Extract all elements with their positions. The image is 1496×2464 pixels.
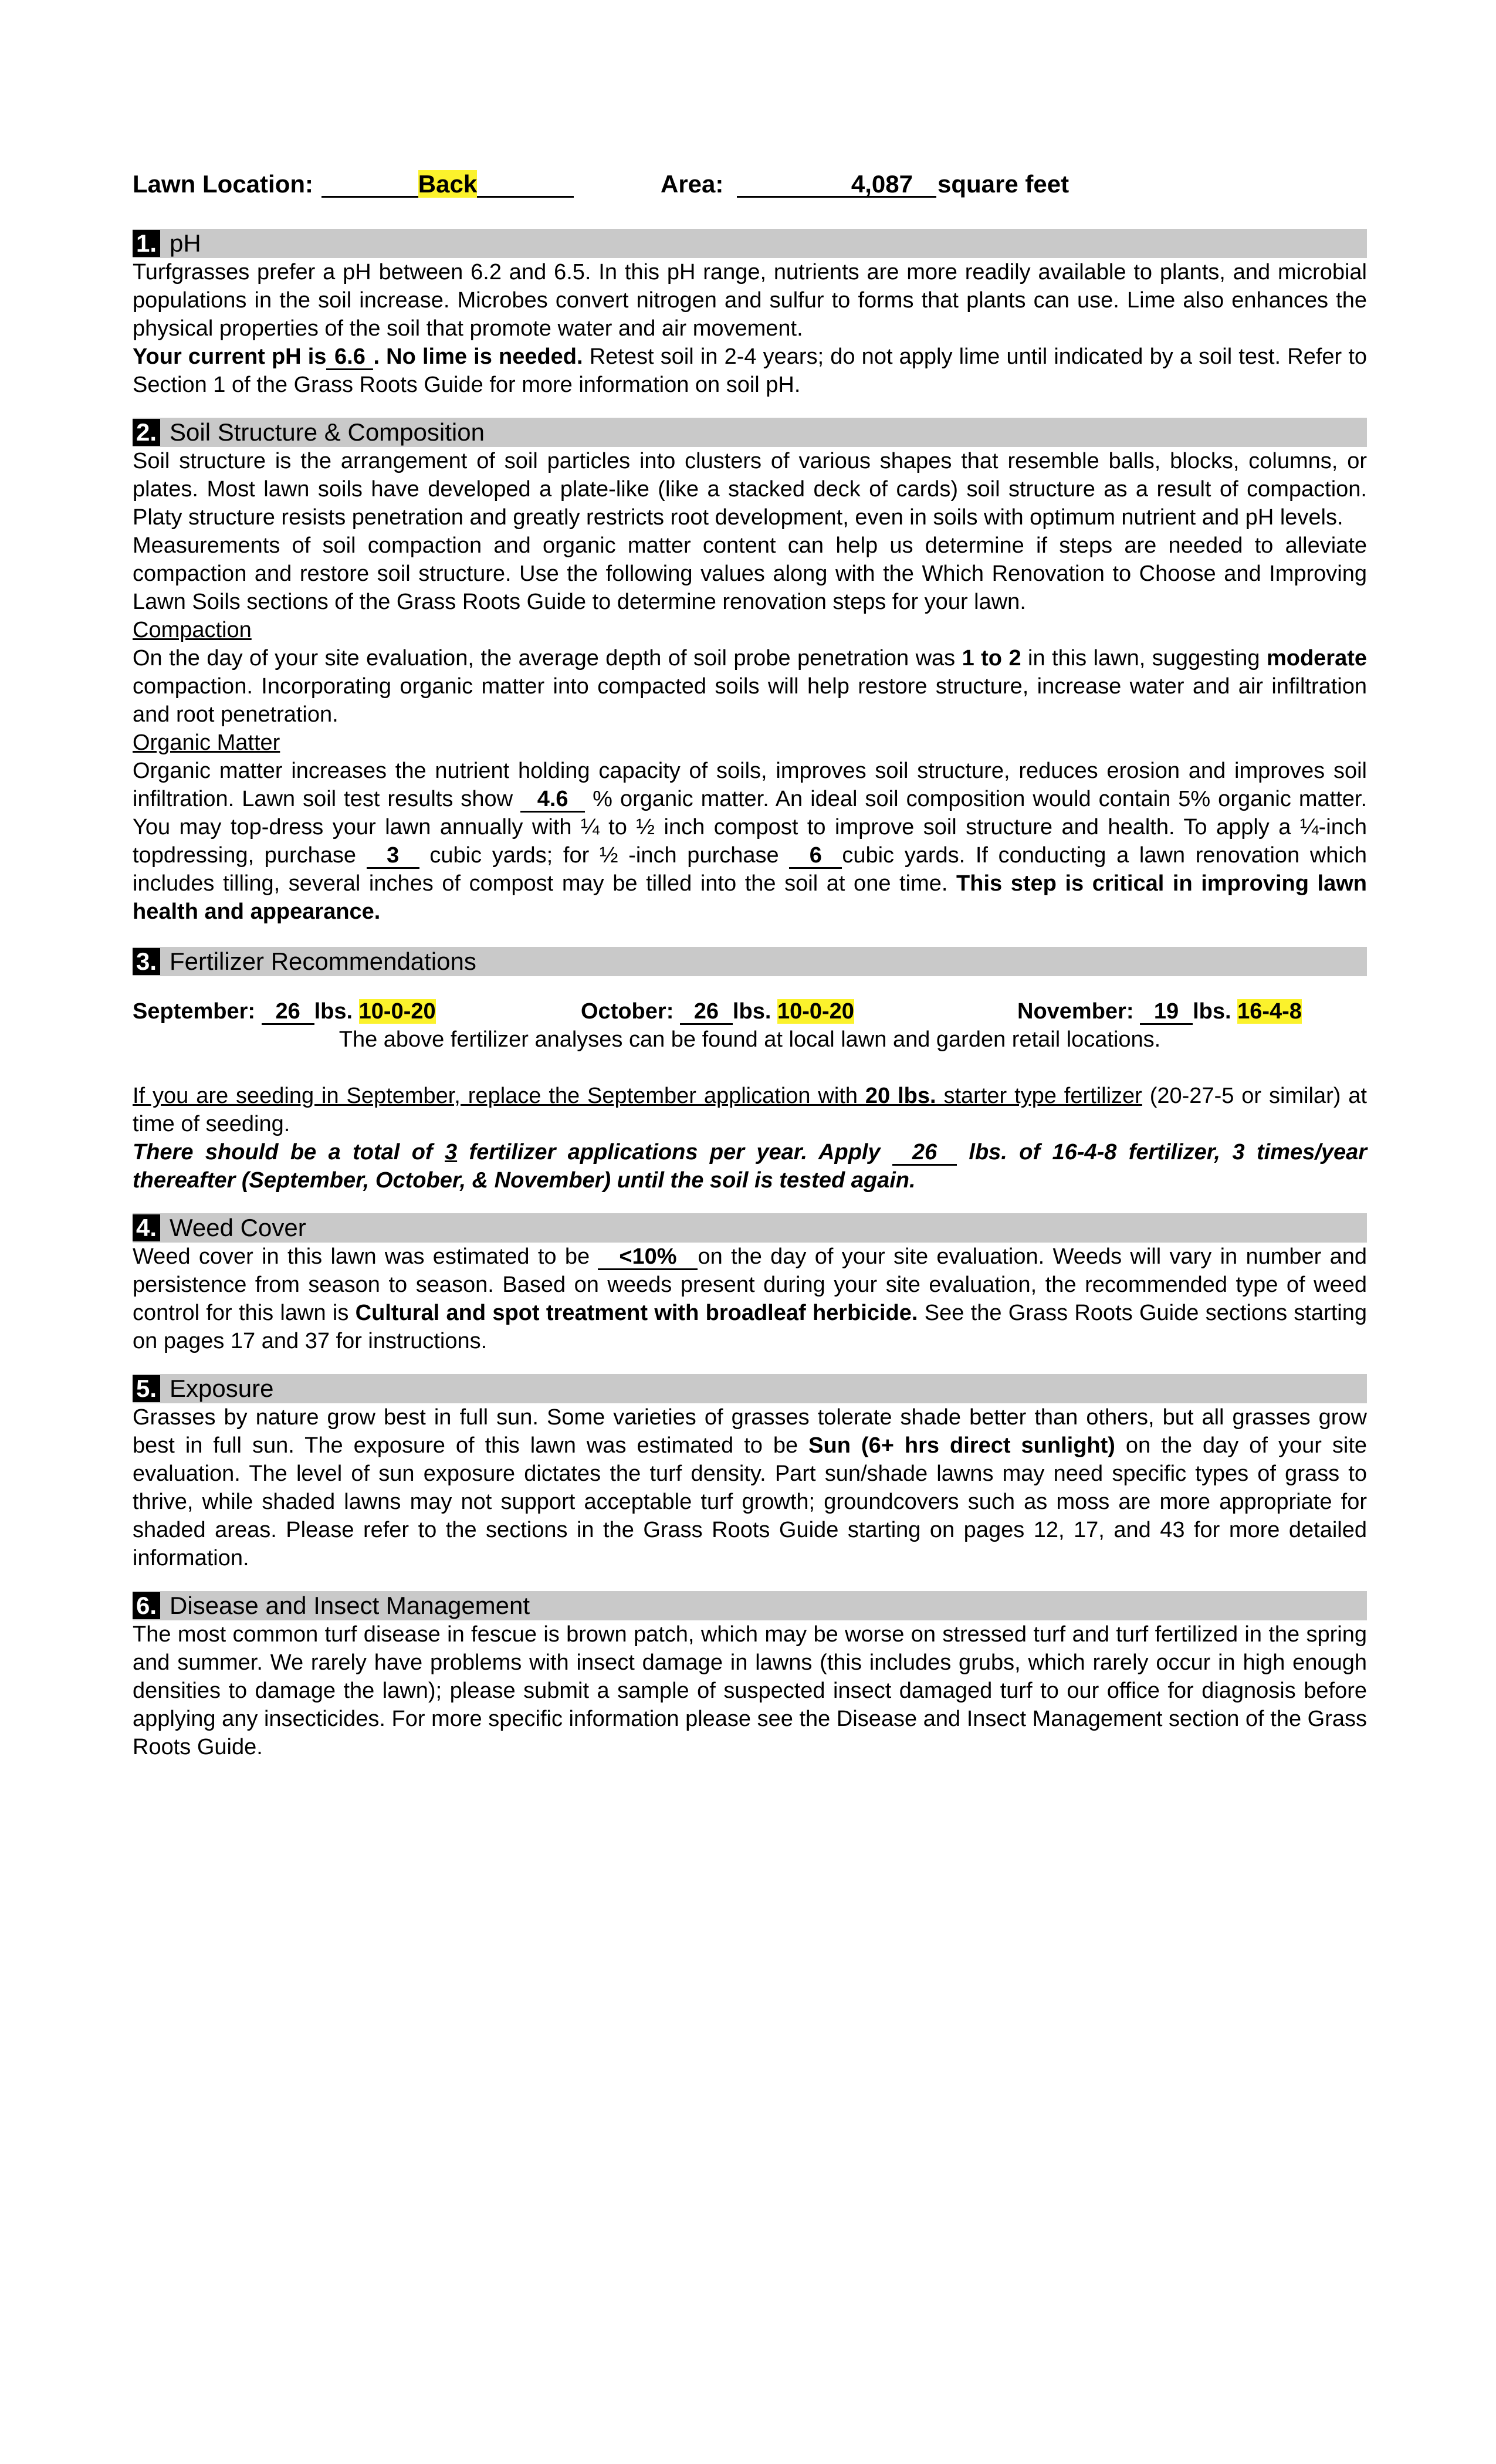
- lawn-location-blank: [321, 170, 574, 198]
- retest-note: Retest soil in 2-4 years; do not apply lime until indicated by a soil test. Refer to Section 1 of the Grass Roots Guide for more information on soil pH.: [133, 344, 1368, 397]
- oct-analysis: 10-0-20: [777, 999, 854, 1024]
- section-number: 6.: [133, 1592, 160, 1619]
- sep-analysis: 10-0-20: [358, 999, 436, 1024]
- organic-matter-value: 4.6: [520, 787, 585, 813]
- section-title: Exposure: [170, 1375, 274, 1402]
- weed-cover-value: <10%: [598, 1245, 698, 1270]
- section-title: Weed Cover: [170, 1214, 306, 1241]
- document-page: [133, 170, 1367, 1761]
- weed-text: Weed cover in this lawn was estimated to be <10% on the day of your site evaluation. Weeds will vary in number and persistence from season to season. Based on weeds present during your site evaluation, the recommended type of weed control for this lawn is Cultural and spot treatment with broadleaf herbicide. See the Grass Roots Guide sections starting on pages 17 and 37 for instructions.: [133, 1244, 1368, 1353]
- soil-measurement-text: Measurements of soil compaction and organic matter content can help us determine if steps are needed to alleviate compaction and restore soil structure. Use the following values along with the Which Renovation to Choose and Improving Lawn Soils sections of the Grass Roots Guide to determine renovation steps for your lawn.: [133, 533, 1367, 614]
- exposure-value: Sun (6+ hrs direct sunlight): [808, 1433, 1115, 1458]
- section-heading-fertilizer: [133, 947, 1367, 976]
- organic-matter-heading: Organic Matter: [133, 730, 280, 755]
- lawn-location-value: Back: [418, 170, 478, 198]
- exposure-text: Grasses by nature grow best in full sun. Some varieties of grasses tolerate shade better than others, but all grasses grow best in full sun. The exposure of this lawn was estimated to be Sun (6+ hrs direct sunlight) on the day of your site evaluation. The level of sun exposure dictates the turf density. Part sun/shade lawns may need specific types of grass to thrive, while shaded lawns may not support acceptable turf growth; groundcovers such as moss are more appropriate for shaded areas. Please refer to the sections in the Grass Roots Guide starting on pages 12, 17, and 43 for more detailed information.: [133, 1405, 1368, 1571]
- fertilizer-total-note: There should be a total of 3 fertilizer applications per year. Apply 26 lbs. of 16-4-8 fertilizer, 3 times/year thereafter (September, October, & November) until the soil is tested again.: [133, 1140, 1368, 1193]
- section-heading-exposure: [133, 1374, 1367, 1403]
- fert-october: October: 26 lbs. 10-0-20: [581, 999, 854, 1024]
- lime-note: . No lime is needed.: [373, 344, 583, 369]
- seeding-note: If you are seeding in September, replace the September application with 20 lbs. starter type fertilizer (20-27-5 or similar) at time of seeding.: [133, 1084, 1367, 1136]
- section-heading-soil: [133, 418, 1367, 447]
- section-number: 5.: [133, 1375, 160, 1402]
- half-inch-yards: 6: [789, 844, 842, 869]
- soil-structure-text: Soil structure is the arrangement of soil particles into clusters of various shapes that resemble balls, blocks, columns, or plates. Most lawn soils have developed a plate-like (like a stacked deck of cards) soil structure as a result of compaction. Platy structure resists penetration and greatly restricts root development, even in soils with optimum nutrient and pH levels.: [133, 449, 1367, 530]
- area-blank: [737, 170, 936, 198]
- lawn-header: [133, 170, 1367, 205]
- compaction-heading: Compaction: [133, 618, 252, 642]
- ph-value: 6.6: [326, 345, 373, 370]
- section-title: pH: [170, 229, 201, 257]
- ph-description: Turfgrasses prefer a pH between 6.2 and 6.5. In this pH range, nutrients are more readily available to plants, and microbial populations in the soil increase. Microbes convert nitrogen and sulfur to forms that plants can use. Lime also enhances the physical properties of the soil that promote water and air movement.: [133, 260, 1367, 341]
- quarter-inch-yards: 3: [367, 844, 419, 869]
- area-unit: square feet: [937, 170, 1069, 198]
- section-title: Soil Structure & Composition: [170, 418, 485, 446]
- retail-note: The above fertilizer analyses can be found at local lawn and garden retail locations.: [339, 1027, 1161, 1052]
- area-value: 4,087: [737, 172, 936, 198]
- compaction-text: On the day of your site evaluation, the average depth of soil probe penetration was 1 to 2 in this lawn, suggesting moderate compaction. Incorporating organic matter into compacted soils will help restore structure, increase water and air infiltration and root penetration.: [133, 646, 1368, 727]
- section-heading-disease: [133, 1591, 1367, 1620]
- fertilizer-schedule: [133, 997, 1367, 1025]
- section-number: 2.: [133, 419, 160, 446]
- lawn-location-label: Lawn Location:: [133, 170, 313, 198]
- organic-matter-text: Organic matter increases the nutrient holding capacity of soils, improves soil structure, reduces erosion and improves soil infiltration. Lawn soil test results show 4.6 % organic matter. An ideal soil composition would contain 5% organic matter. You may top-dress your lawn annually with ¼ to ½ inch compost to improve soil structure and health. To apply a ¼-inch topdressing, purchase 3 cubic yards; for ½ -inch purchase 6 cubic yards. If conducting a lawn renovation which includes tilling, several inches of compost may be tilled into the soil at one time. This step is critical in improving lawn health and appearance.: [133, 759, 1368, 924]
- compaction-level: moderate: [1266, 646, 1368, 671]
- area-label: Area:: [661, 170, 724, 198]
- ph-status: Your current pH is 6.6 . No lime is needed. Retest soil in 2-4 years; do not apply lime until indicated by a soil test. Refer to Section 1 of the Grass Roots Guide for more information on soil pH.: [133, 344, 1368, 397]
- section-number: 4.: [133, 1214, 160, 1241]
- weed-control-type: Cultural and spot treatment with broadleaf herbicide.: [355, 1301, 918, 1325]
- section-title: Fertilizer Recommendations: [170, 947, 476, 975]
- critical-note: This step is critical in improving lawn health and appearance.: [133, 871, 1367, 924]
- fert-november: November: 19 lbs. 16-4-8: [1017, 999, 1302, 1024]
- section-heading-weed: [133, 1213, 1367, 1243]
- disease-text: The most common turf disease in fescue is brown patch, which may be worse on stressed turf and turf fertilized in the spring and summer. We rarely have problems with insect damage in lawns (this includes grubs, which rarely occur in high enough densities to damage the lawn); please submit a sample of suspected insect damaged turf to our office for diagnosis before applying any insecticides. For more specific information please see the Disease and Insect Management section of the Grass Roots Guide.: [133, 1622, 1367, 1759]
- compaction-depth: 1 to 2: [962, 646, 1021, 671]
- section-number: 3.: [133, 948, 160, 975]
- section-number: 1.: [133, 230, 160, 257]
- nov-analysis: 16-4-8: [1237, 999, 1302, 1024]
- section-title: Disease and Insect Management: [170, 1592, 530, 1619]
- fert-september: September: 26 lbs. 10-0-20: [133, 999, 436, 1024]
- section-heading-ph: [133, 229, 1367, 258]
